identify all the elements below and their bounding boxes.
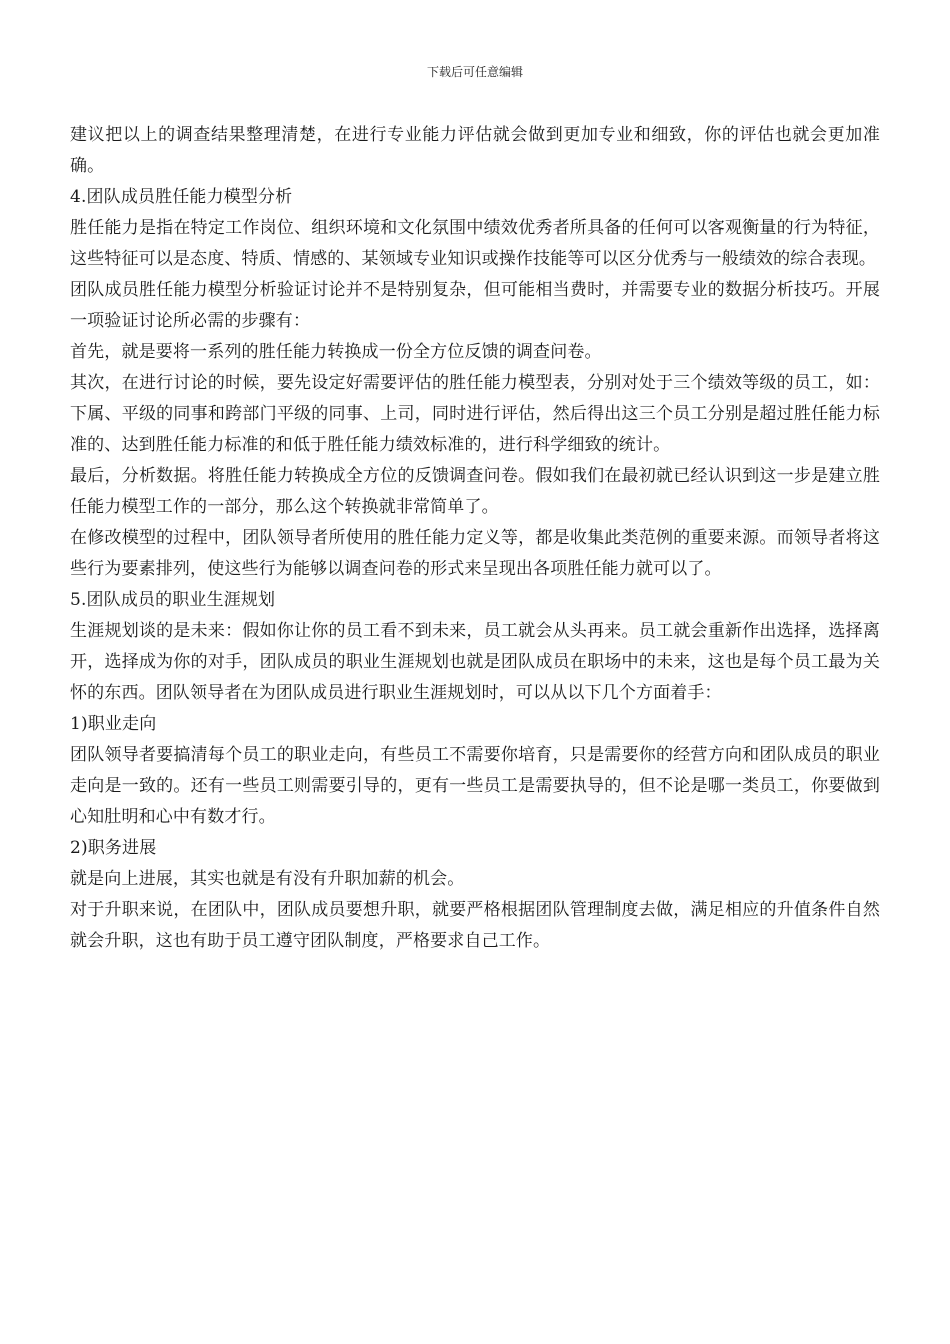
- subheading-career-direction: 1)职业走向: [70, 714, 157, 734]
- page-header-note: 下载后可任意编辑: [426, 65, 523, 79]
- document-body: [70, 120, 880, 957]
- paragraph-promotion-chance: 就是向上进展，其实也就是有没有升职加薪的机会。: [70, 869, 465, 889]
- paragraph-career-direction: 团队领导者要搞清每个员工的职业走向，有些员工不需要你培育，只是需要你的经营方向和团队成员的职业走向是一致的。还有一些员工则需要引导的，更有一些员工是需要执导的，但不论是哪一类员工，你要做到心知肚明和心中有数才行。: [70, 745, 880, 827]
- paragraph-promotion-rules: 对于升职来说，在团队中，团队成员要想升职，就要严格根据团队管理制度去做，满足相应的升值条件自然就会升职，这也有助于员工遵守团队制度，严格要求自己工作。: [70, 900, 880, 951]
- paragraph-validation-intro: 团队成员胜任能力模型分析验证讨论并不是特别复杂，但可能相当费时，并需要专业的数据分析技巧。开展一项验证讨论所必需的步骤有：: [70, 280, 880, 331]
- paragraph-model-revision: 在修改模型的过程中，团队领导者所使用的胜任能力定义等，都是收集此类范例的重要来源。而领导者将这些行为要素排列，使这些行为能够以调查问卷的形式来呈现出各项胜任能力就可以了。: [70, 528, 880, 579]
- subheading-position-progress: 2)职务进展: [70, 838, 157, 858]
- heading-career-planning: 5.团队成员的职业生涯规划: [70, 590, 276, 610]
- paragraph-survey-summary: 建议把以上的调查结果整理清楚，在进行专业能力评估就会做到更加专业和细致，你的评估也就会更加准确。: [70, 125, 880, 176]
- paragraph-step-last: 最后，分析数据。将胜任能力转换成全方位的反馈调查问卷。假如我们在最初就已经认识到这一步是建立胜任能力模型工作的一部分，那么这个转换就非常简单了。: [70, 466, 880, 517]
- paragraph-career-future: 生涯规划谈的是未来：假如你让你的员工看不到未来，员工就会从头再来。员工就会重新作出选择，选择离开，选择成为你的对手，团队成员的职业生涯规划也就是团队成员在职场中的未来，这也是每个员工最为关怀的东西。团队领导者在为团队成员进行职业生涯规划时，可以从以下几个方面着手：: [70, 621, 880, 703]
- heading-competency-model: 4.团队成员胜任能力模型分析: [70, 187, 293, 207]
- paragraph-step-second: 其次，在进行讨论的时候，要先设定好需要评估的胜任能力模型表，分别对处于三个绩效等级的员工，如：下属、平级的同事和跨部门平级的同事、上司，同时进行评估，然后得出这三个员工分别是超过胜任能力标准的、达到胜任能力标准的和低于胜任能力绩效标准的，进行科学细致的统计。: [70, 373, 880, 455]
- paragraph-competency-definition: 胜任能力是指在特定工作岗位、组织环境和文化氛围中绩效优秀者所具备的任何可以客观衡量的行为特征，这些特征可以是态度、特质、情感的、某领域专业知识或操作技能等可以区分优秀与一般绩效的综合表现。: [70, 218, 880, 269]
- paragraph-step-first: 首先，就是要将一系列的胜任能力转换成一份全方位反馈的调查问卷。: [70, 342, 602, 362]
